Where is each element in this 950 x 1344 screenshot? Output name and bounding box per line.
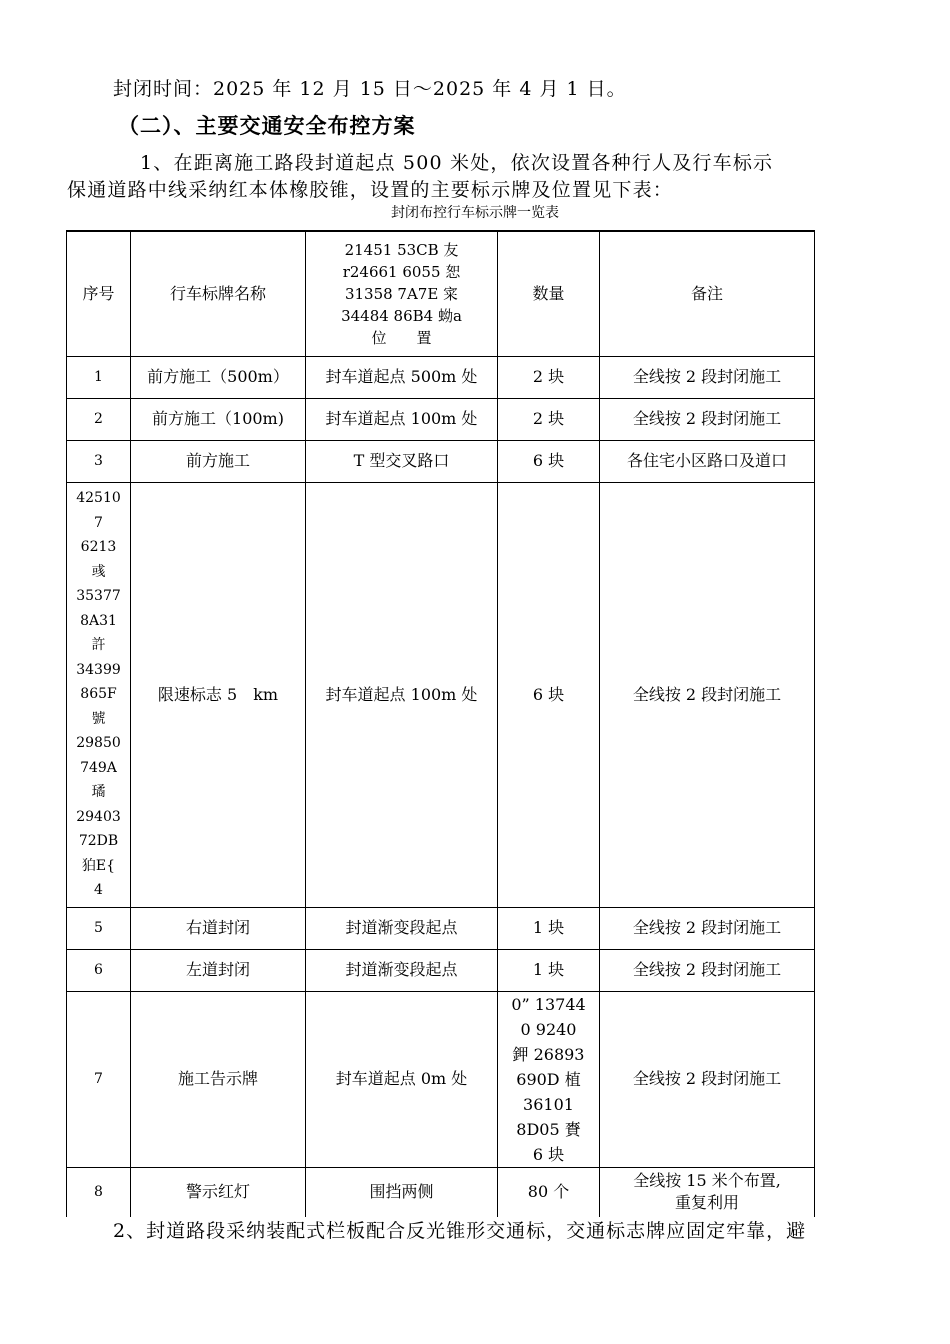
table-caption: 封闭布控行车标示牌一览表 xyxy=(391,205,559,221)
count-line: 8D05 賚 xyxy=(516,1119,581,1139)
cell-name: 右道封闭 xyxy=(131,907,306,949)
seq-line: 7 xyxy=(94,514,103,531)
cell-position: 封车道起点 0m 处 xyxy=(306,991,498,1167)
cell-seq: 5 xyxy=(67,907,131,949)
cell-note: 全线按 2 段封闭施工 xyxy=(600,398,815,440)
cell-note: 全线按 2 段封闭施工 xyxy=(600,907,815,949)
table-row xyxy=(67,398,815,440)
cell-seq: 3 xyxy=(67,440,131,482)
seq-line: 彧 xyxy=(91,563,106,580)
seq-line: 29850 xyxy=(76,735,121,752)
cell-count: 6 块 xyxy=(498,440,600,482)
cell-count: 80 个 xyxy=(498,1167,600,1217)
cell-note: 全线按 2 段封闭施工 xyxy=(600,949,815,991)
cell-seq: 7 xyxy=(67,991,131,1167)
header-note: 备注 xyxy=(600,231,815,356)
closure-time-text: 封闭时间：2025 年 12 月 15 日～2025 年 4 月 1 日。 xyxy=(113,78,627,100)
header-position-line: 位 置 xyxy=(371,328,432,347)
count-line: 鉀 26893 xyxy=(512,1044,585,1064)
table-row xyxy=(67,949,815,991)
note-line: 全线按 15 米个布置, xyxy=(633,1171,781,1191)
seq-line: 42510 xyxy=(76,490,121,507)
seq-line: 29403 xyxy=(76,808,121,825)
cell-name: 前方施工 xyxy=(131,440,306,482)
cell-name: 限速标志 5 km xyxy=(131,482,306,907)
cell-seq: 8 xyxy=(67,1167,131,1217)
seq-line: 34399 xyxy=(76,661,121,678)
cell-count: 1 块 xyxy=(498,949,600,991)
cell-seq xyxy=(67,482,131,907)
header-position-line: r24661 6055 恕 xyxy=(342,262,461,281)
table-row xyxy=(67,991,815,1167)
seq-line: 6213 xyxy=(80,539,117,556)
cell-note: 各住宅小区路口及道口 xyxy=(600,440,815,482)
cell-seq: 2 xyxy=(67,398,131,440)
table-row xyxy=(67,356,815,398)
seq-line: 璚 xyxy=(91,784,106,801)
cell-count: 1 块 xyxy=(498,907,600,949)
cell-position: 围挡两侧 xyxy=(306,1167,498,1217)
table-row xyxy=(67,907,815,949)
header-position xyxy=(306,231,498,356)
count-line: 0” 13744 xyxy=(511,994,586,1014)
cell-name: 左道封闭 xyxy=(131,949,306,991)
cell-name: 前方施工（100m) xyxy=(131,398,306,440)
seq-line: 狛E{ xyxy=(81,857,116,874)
signs-table xyxy=(66,230,815,1217)
header-position-line: 31358 7A7E 寀 xyxy=(344,284,459,303)
paragraph-item1-line2: 保通道路中线采纳红本体橡胶锥，设置的主要标示牌及位置见下表： xyxy=(67,179,674,201)
header-count: 数量 xyxy=(498,231,600,356)
cell-note: 全线按 2 段封闭施工 xyxy=(600,482,815,907)
count-line: 0 9240 xyxy=(520,1019,577,1039)
table-row xyxy=(67,440,815,482)
cell-count: 2 块 xyxy=(498,398,600,440)
cell-count: 2 块 xyxy=(498,356,600,398)
header-position-line: 21451 53CB 友 xyxy=(344,240,459,259)
cell-name: 警示红灯 xyxy=(131,1167,306,1217)
cell-position: 封车道起点 100m 处 xyxy=(306,482,498,907)
table-header-row xyxy=(67,231,815,356)
section-title: （二）、主要交通安全布控方案 xyxy=(118,114,416,138)
cell-position: 封车道起点 100m 处 xyxy=(306,398,498,440)
count-line: 6 块 xyxy=(532,1144,565,1164)
table-row xyxy=(67,1167,815,1217)
cell-note: 全线按 2 段封闭施工 xyxy=(600,991,815,1167)
seq-line: 35377 xyxy=(76,588,121,605)
seq-line: 號 xyxy=(91,710,106,727)
cell-name: 施工告示牌 xyxy=(131,991,306,1167)
cell-count xyxy=(498,991,600,1167)
note-line: 重复利用 xyxy=(674,1193,739,1213)
cell-position: 封道渐变段起点 xyxy=(306,949,498,991)
cell-count: 6 块 xyxy=(498,482,600,907)
cell-seq: 6 xyxy=(67,949,131,991)
seq-line: 8A31 xyxy=(80,612,117,629)
header-seq: 序号 xyxy=(67,231,131,356)
seq-line: 865F xyxy=(80,686,117,703)
cell-note: 全线按 2 段封闭施工 xyxy=(600,356,815,398)
cell-position: 封车道起点 500m 处 xyxy=(306,356,498,398)
seq-line: 4 xyxy=(94,882,103,899)
seq-line: 許 xyxy=(91,637,106,654)
cell-name: 前方施工（500m） xyxy=(131,356,306,398)
cell-position: T 型交叉路口 xyxy=(306,440,498,482)
paragraph-item2-line1: 2、封道路段采纳装配式栏板配合反光锥形交通标，交通标志牌应固定牢靠，避 xyxy=(113,1220,807,1242)
cell-note xyxy=(600,1167,815,1217)
paragraph-item1-line1: 1、在距离施工路段封道起点 500 米处，依次设置各种行人及行车标示 xyxy=(140,152,774,174)
header-position-line: 34484 86B4 蚴a xyxy=(341,306,462,325)
cell-seq: 1 xyxy=(67,356,131,398)
cell-position: 封道渐变段起点 xyxy=(306,907,498,949)
seq-line: 72DB xyxy=(78,833,119,850)
seq-line: 749A xyxy=(80,759,117,776)
count-line: 36101 xyxy=(523,1094,574,1114)
count-line: 690D 植 xyxy=(516,1069,581,1089)
header-name: 行车标牌名称 xyxy=(131,231,306,356)
table-row xyxy=(67,482,815,907)
